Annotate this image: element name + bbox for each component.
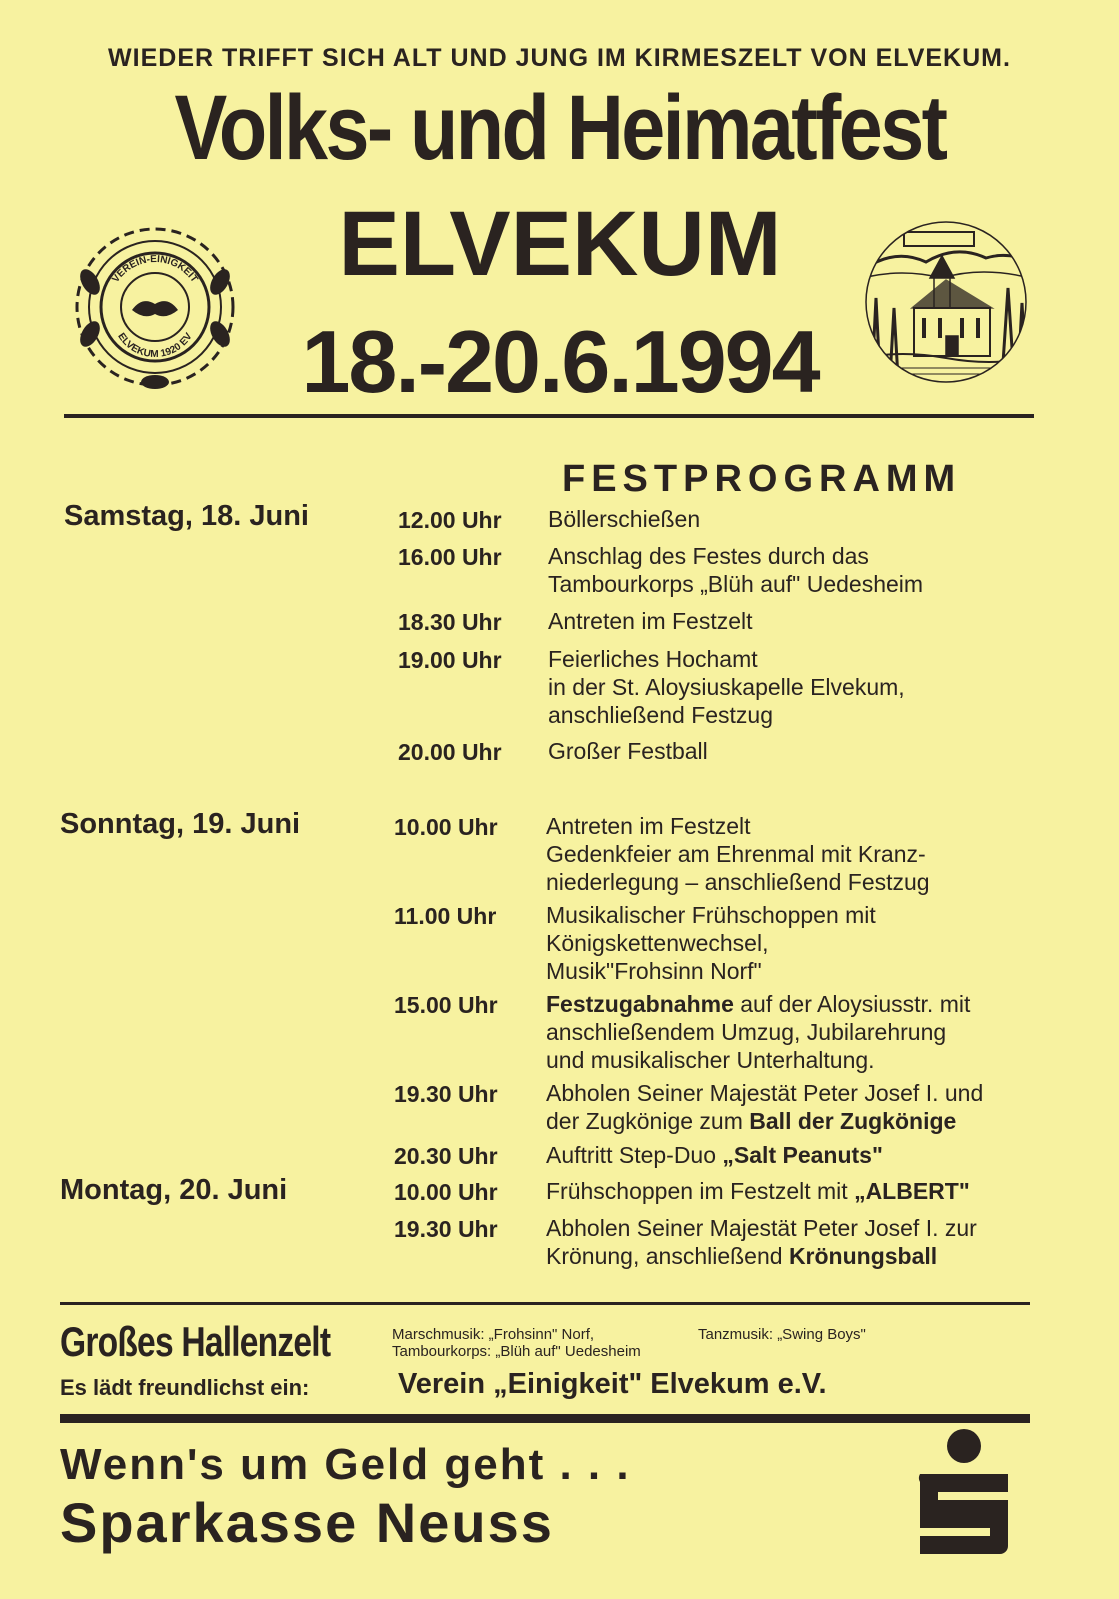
time-sat-2: 16.00 Uhr <box>398 544 502 570</box>
time-sun-4: 19.30 Uhr <box>394 1081 498 1107</box>
svg-text:ELVEKUM 1920 EV: ELVEKUM 1920 EV <box>115 331 195 361</box>
svg-text:VEREIN-EINIGKEIT: VEREIN-EINIGKEIT <box>110 253 200 285</box>
day-monday: Montag, 20. Juni <box>60 1174 288 1206</box>
slogan: Wenn's um Geld geht . . . <box>60 1440 631 1489</box>
time-sun-5: 20.30 Uhr <box>394 1143 498 1169</box>
time-sat-3: 18.30 Uhr <box>398 609 502 635</box>
time-sat-4: 19.00 Uhr <box>398 647 502 673</box>
time-sat-5: 20.00 Uhr <box>398 739 502 765</box>
club-seal-icon <box>70 222 240 392</box>
dance-music: Tanzmusik: „Swing Boys" <box>698 1326 866 1343</box>
host-club: Verein „Einigkeit" Elvekum e.V. <box>398 1368 827 1400</box>
music-info: Marschmusik: „Frohsinn" Norf, Tambourkorps: „Blüh auf" Uedesheim <box>392 1326 641 1360</box>
time-sun-2: 11.00 Uhr <box>394 903 497 929</box>
event-sat-2: Anschlag des Festes durch das Tambourkorps „Blüh auf" Uedesheim <box>548 543 924 597</box>
chapel-drawing-icon <box>862 218 1030 386</box>
event-mon-1: Frühschoppen im Festzelt mit „ALBERT" <box>546 1178 970 1204</box>
time-mon-2: 19.30 Uhr <box>394 1216 498 1242</box>
divider <box>64 414 1034 418</box>
divider <box>60 1414 1030 1423</box>
invite-text: Es lädt freundlichst ein: <box>60 1375 310 1400</box>
event-sat-3: Antreten im Festzelt <box>548 608 753 634</box>
event-sun-4: Abholen Seiner Majestät Peter Josef I. und der Zugkönige zum Ball der Zugkönige <box>546 1080 984 1134</box>
event-sat-5: Großer Festball <box>548 738 708 764</box>
tagline: WIEDER TRIFFT SICH ALT UND JUNG IM KIRMESZELT VON ELVEKUM. <box>108 44 1011 72</box>
event-sat-1: Böllerschießen <box>548 506 701 532</box>
time-sun-3: 15.00 Uhr <box>394 992 498 1018</box>
day-sunday: Sonntag, 19. Juni <box>60 808 301 840</box>
divider <box>60 1302 1030 1305</box>
sparkasse-logo-icon <box>908 1428 1020 1558</box>
event-dates: 18.-20.6.1994 <box>301 312 819 411</box>
event-sun-3: Festzugabnahme auf der Aloysiusstr. mit anschließendem Umzug, Jubilarehrung und musikalischer Unterhaltung. <box>546 991 971 1073</box>
event-sun-2: Musikalischer Frühschoppen mit Königskettenwechsel, Musik"Frohsinn Norf" <box>546 902 876 984</box>
event-mon-2: Abholen Seiner Majestät Peter Josef I. zur Krönung, anschließend Krönungsball <box>546 1215 977 1269</box>
event-title: Volks- und Heimatfest <box>174 77 946 179</box>
bank-name: Sparkasse Neuss <box>60 1491 554 1554</box>
hall-name: Großes Hallenzelt <box>60 1318 331 1365</box>
event-sat-4: Feierliches Hochamt in der St. Aloysiuskapelle Elvekum, anschließend Festzug <box>548 646 905 728</box>
event-sun-1: Antreten im Festzelt Gedenkfeier am Ehrenmal mit Kranz- niederlegung – anschließend Festzug <box>546 813 930 895</box>
event-sun-5: Auftritt Step-Duo „Salt Peanuts" <box>546 1142 883 1168</box>
day-saturday: Samstag, 18. Juni <box>64 500 309 532</box>
event-location: ELVEKUM <box>338 193 782 295</box>
time-sun-1: 10.00 Uhr <box>394 814 498 840</box>
time-mon-1: 10.00 Uhr <box>394 1179 498 1205</box>
time-sat-1: 12.00 Uhr <box>398 507 502 533</box>
program-heading: FESTPROGRAMM <box>562 458 962 500</box>
